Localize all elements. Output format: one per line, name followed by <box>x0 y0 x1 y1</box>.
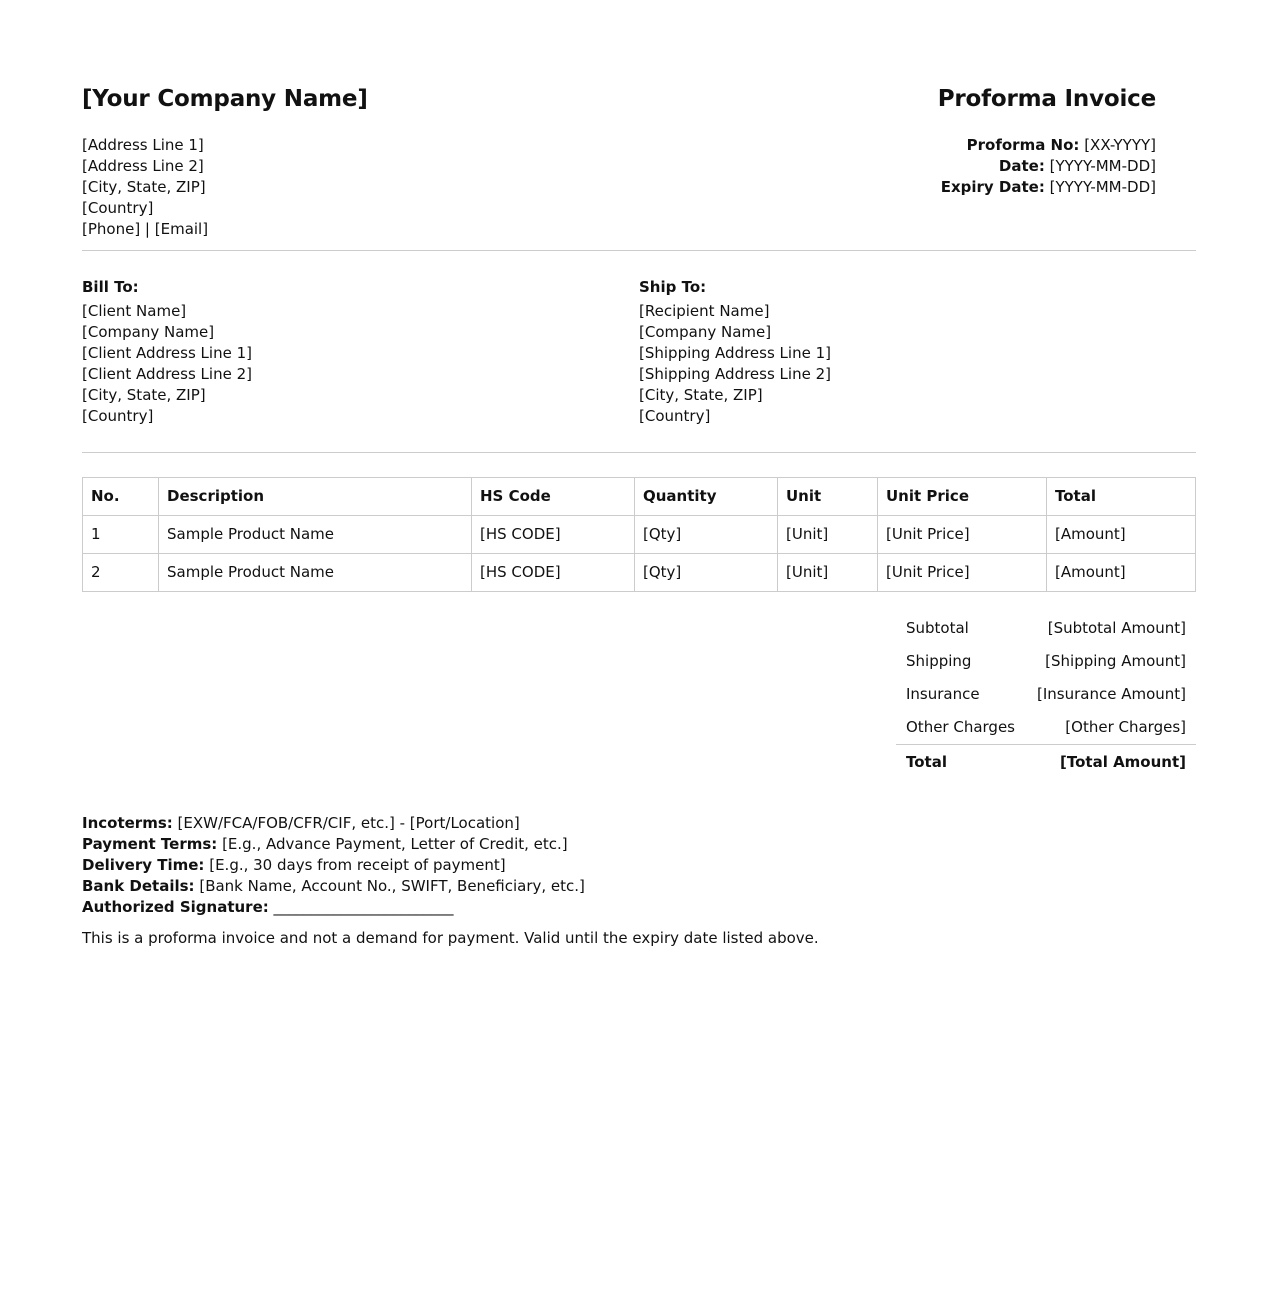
delivery-time <box>82 855 819 876</box>
parties-section <box>82 251 1196 452</box>
company-address-line: [Address Line 2] <box>82 157 204 175</box>
totals-summary <box>896 612 1196 779</box>
company-address-line: [Address Line 1] <box>82 136 204 154</box>
incoterms-label: Incoterms: <box>82 814 173 832</box>
invoice-header <box>82 80 1196 250</box>
subtotal-value: [Subtotal Amount] <box>1047 619 1186 637</box>
proforma-number-label: Proforma No: <box>966 136 1080 154</box>
authorized-signature <box>82 897 819 918</box>
cell-quantity: [Qty] <box>635 516 778 554</box>
ship-to-line: [Country] <box>639 407 711 425</box>
column-header-description: Description <box>159 478 472 516</box>
signature-label: Authorized Signature: <box>82 898 269 916</box>
bill-to-line: [Country] <box>82 407 154 425</box>
grand-total-row <box>896 744 1196 779</box>
invoice-meta-lines <box>938 135 1156 198</box>
bill-to-line: [City, State, ZIP] <box>82 386 206 404</box>
table-row <box>83 554 1196 592</box>
incoterms <box>82 813 819 834</box>
column-header-hs-code: HS Code <box>472 478 635 516</box>
column-header-total: Total <box>1047 478 1196 516</box>
ship-to-line: [Recipient Name] <box>639 302 770 320</box>
ship-to-line: [Shipping Address Line 1] <box>639 344 831 362</box>
ship-to-line: [Company Name] <box>639 323 772 341</box>
cell-no: 1 <box>83 516 159 554</box>
expiry-date-label: Expiry Date: <box>940 178 1045 196</box>
column-header-unit: Unit <box>778 478 878 516</box>
bill-to <box>82 277 639 452</box>
invoice-date-value: [YYYY-MM-DD] <box>1049 157 1156 175</box>
cell-description: Sample Product Name <box>159 554 472 592</box>
insurance-label: Insurance <box>906 685 980 703</box>
invoice-date <box>938 156 1156 177</box>
signature-line: ________________________ <box>273 898 454 916</box>
grand-total-value: [Total Amount] <box>1060 752 1186 771</box>
cell-quantity: [Qty] <box>635 554 778 592</box>
delivery-time-label: Delivery Time: <box>82 856 205 874</box>
bill-to-line: [Client Address Line 2] <box>82 365 252 383</box>
cell-unit: [Unit] <box>778 554 878 592</box>
bill-to-line: [Client Name] <box>82 302 187 320</box>
proforma-number-value: [XX-YYYY] <box>1084 136 1156 154</box>
bank-details-label: Bank Details: <box>82 877 195 895</box>
shipping-label: Shipping <box>906 652 972 670</box>
cell-unit: [Unit] <box>778 516 878 554</box>
invoice-date-label: Date: <box>998 157 1045 175</box>
bill-to-line: [Company Name] <box>82 323 215 341</box>
table-row <box>83 516 1196 554</box>
shipping-row <box>896 645 1196 678</box>
cell-hs-code: [HS CODE] <box>472 554 635 592</box>
parties-divider <box>82 452 1196 453</box>
expiry-date <box>938 177 1156 198</box>
payment-terms-value: [E.g., Advance Payment, Letter of Credit, etc.] <box>222 835 568 853</box>
company-address-line: [City, State, ZIP] <box>82 178 206 196</box>
subtotal-row <box>896 612 1196 645</box>
table-header-row <box>83 478 1196 516</box>
bill-to-line: [Client Address Line 1] <box>82 344 252 362</box>
company-address-line: [Country] <box>82 199 154 217</box>
items-table <box>82 477 1196 592</box>
cell-unit-price: [Unit Price] <box>878 554 1047 592</box>
bill-to-title: Bill To: <box>82 278 139 296</box>
company-address <box>82 135 368 240</box>
payment-terms-label: Payment Terms: <box>82 835 218 853</box>
column-header-no: No. <box>83 478 159 516</box>
ship-to-line: [Shipping Address Line 2] <box>639 365 831 383</box>
cell-description: Sample Product Name <box>159 516 472 554</box>
invoice-meta <box>938 80 1196 250</box>
delivery-time-value: [E.g., 30 days from receipt of payment] <box>209 856 506 874</box>
proforma-number <box>938 135 1156 156</box>
cell-unit-price: [Unit Price] <box>878 516 1047 554</box>
cell-total: [Amount] <box>1047 554 1196 592</box>
invoice-page <box>82 80 1196 947</box>
expiry-date-value: [YYYY-MM-DD] <box>1049 178 1156 196</box>
company-name: [Your Company Name] <box>82 86 368 112</box>
company-info <box>82 80 368 250</box>
payment-terms <box>82 834 819 855</box>
ship-to <box>639 277 1196 452</box>
column-header-quantity: Quantity <box>635 478 778 516</box>
terms-section <box>82 813 819 949</box>
cell-no: 2 <box>83 554 159 592</box>
disclaimer: This is a proforma invoice and not a demand for payment. Valid until the expiry date listed above. <box>82 929 819 947</box>
ship-to-line: [City, State, ZIP] <box>639 386 763 404</box>
insurance-value: [Insurance Amount] <box>1036 685 1186 703</box>
subtotal-label: Subtotal <box>906 619 969 637</box>
cell-total: [Amount] <box>1047 516 1196 554</box>
column-header-unit-price: Unit Price <box>878 478 1047 516</box>
bank-details <box>82 876 819 897</box>
shipping-value: [Shipping Amount] <box>1045 652 1186 670</box>
grand-total-label: Total <box>906 752 947 771</box>
bank-details-value: [Bank Name, Account No., SWIFT, Beneficiary, etc.] <box>199 877 585 895</box>
company-contact-line: [Phone] | [Email] <box>82 220 209 238</box>
other-charges-value: [Other Charges] <box>1065 718 1186 736</box>
other-charges-label: Other Charges <box>906 718 1015 736</box>
cell-hs-code: [HS CODE] <box>472 516 635 554</box>
ship-to-title: Ship To: <box>639 278 707 296</box>
incoterms-value: [EXW/FCA/FOB/CFR/CIF, etc.] - [Port/Location] <box>177 814 520 832</box>
other-charges-row <box>896 711 1196 744</box>
invoice-title: Proforma Invoice <box>937 86 1156 112</box>
insurance-row <box>896 678 1196 711</box>
